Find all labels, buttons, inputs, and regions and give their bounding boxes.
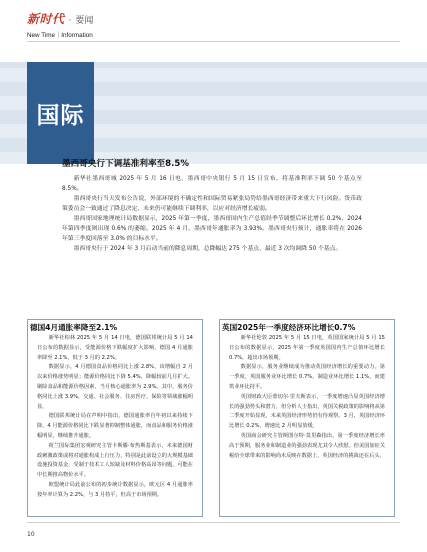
main-article-paragraph: 墨西哥央行于 2024 年 3 月启动当前的降息周期，总降幅达 275 个基点，最近 3 次均调降 50 个基点。 [73, 246, 342, 252]
germany-article-box [27, 319, 203, 517]
section-name-cn: 要闻 [75, 16, 94, 26]
germany-article-paragraph: 数据显示，4 月德国食品价格同比上涨 2.8%，该增幅自 2 月以来价格涨势明显；能源价格同比下降 5.4%，降幅较前几月扩大。剔除食品和能源价格因素，当月核心通胀率为 2.9%。其中，服务价格同比上涨 3.9%，交通、社会服务、住房医疗、保险等领域涨幅明显。 [37, 364, 193, 410]
section-name-en: New Time｜Information [27, 32, 93, 39]
main-article-paragraph: 墨西哥国家地理统计局数据显示，2025 年第一季度，墨西哥国内生产总值经季节调整后环比增长 0.2%，2024 年第四季度则出现 0.6% 的萎缩。2025 年 4 月，墨西哥年通胀率为 3.93%。墨西哥央行预计，通胀率将在 2026 年第三季度回落至 3.0% 的目标水平。 [62, 216, 362, 242]
masthead [27, 10, 93, 27]
page-number: 10 [27, 531, 35, 538]
footer-divider [27, 522, 400, 523]
section-label-box [27, 62, 94, 164]
uk-article-paragraph: 英国财政大臣蕾切尔·里夫斯表示，一季度增速凸显英国经济增长的强劲势头和潜力，但分析人士指出，英国关税政策的影响将从第二季度开始显现，未来英国经济形势仍有待观察。3 月，英国经济环比增长 0.2%，增速比 2 月明显放缓。 [229, 393, 385, 430]
brand-separator: · [68, 16, 72, 26]
main-article-paragraph: 墨西哥央行当天发布公告说，外部环境的不确定性和国际贸易紧张局势给墨西哥经济带来重大下行风险。货币政策委员会一致通过了降息决定，未来仍可能继续下调利率，以应对经济增长疲弱。 [62, 196, 362, 212]
germany-article-body [37, 334, 193, 501]
brand-logo: 新时代 [27, 12, 65, 26]
germany-article-paragraph: 德国联邦统计局在声明中指出，德国通胀率自年初以来持续下降。4 月能源价格同比下跌显著抑制整体通胀，而食品和服务价格涨幅明显，继续推升通胀。 [37, 413, 193, 439]
uk-article-body [229, 334, 385, 461]
germany-article-paragraph: 荷兰国际集团宏观研究主管卡斯滕·布热斯基表示，未来德国财政刺激政策或将对通胀构成上行压力，特别是此前设立的大规模基础设施投资基金，受制于技术工人短缺及材料价格高昂等问题，可能在中长期推高物价水平。 [37, 442, 193, 479]
uk-article-paragraph: 数据显示，服务业继续成为推动英国经济增长的重要动力。第一季度，英国服务业环比增长 0.7%，制造业环比增长 1.1%，而建筑业环比持平。 [229, 364, 385, 390]
uk-article-title: 英国2025年一季度经济环比增长0.7% [222, 323, 356, 332]
uk-article-box [219, 319, 395, 517]
main-article-paragraph: 新华社墨西哥城 2025 年 5 月 16 日电，墨西哥中央银行 5 月 15 日宣布，将基准利率下调 50 个基点至 8.5%。 [62, 176, 362, 192]
section-banner [0, 62, 427, 164]
section-label: 国际 [36, 102, 85, 129]
germany-article-title: 德国4月通胀率降至2.1% [30, 323, 118, 332]
germany-article-paragraph: 新华社柏林 2025 年 5 月 14 日电，德国联邦统计局 5 月 14 日公布的数据显示，受能源价格下跌幅度扩大影响，德国 4 月通胀率降至 2.1%，低于 3 月的 2.2%。 [37, 335, 193, 361]
main-article [62, 157, 362, 254]
germany-article-paragraph: 欧盟统计局此前公布的初步统计数据显示，欧元区 4 月通胀率按年率计算为 2.2%，与 3 月持平，但高于市场预期。 [37, 481, 193, 498]
header-divider [27, 41, 400, 42]
main-article-title: 墨西哥央行下调基准利率至8.5% [62, 159, 189, 169]
uk-article-paragraph: 新华社伦敦 2025 年 5 月 15 日电，英国国家统计局 5 月 15 日公布的数据显示，2025 年第一季度英国国内生产总值环比增长 0.7%，超出市场预期。 [229, 335, 385, 361]
uk-article-paragraph: 英国商会研究主管斯图尔特·莫里森指出，第一季度经济增长率高于预期，服务业和制造业的强劲表现尤其令人欣慰。但美国加征关税给全球带来的影响尚未反映在数据上，英国经济的挑战还在后头。 [229, 432, 385, 459]
